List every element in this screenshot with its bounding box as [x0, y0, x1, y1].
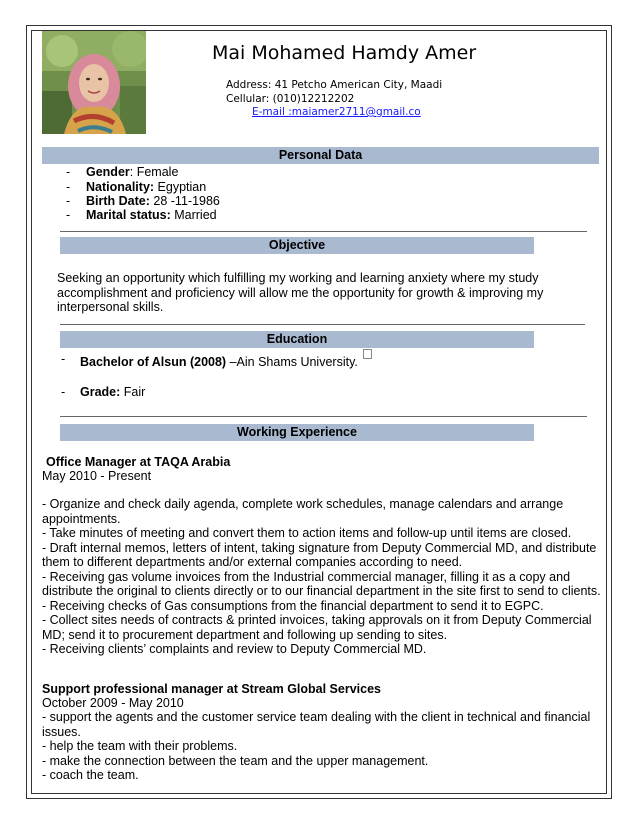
job-title: Support professional manager at Stream Global Services — [42, 682, 381, 696]
job-title: Office Manager at TAQA Arabia — [46, 455, 231, 469]
section-header-experience: Working Experience — [60, 424, 534, 441]
duty-item: - make the connection between the team and the upper management. — [42, 753, 429, 768]
personal-label: Gender — [86, 165, 130, 179]
bullet-dash: - — [66, 165, 71, 179]
duty-item: - Receiving clients’ complaints and review to Deputy Commercial MD. — [42, 642, 427, 656]
address-text: Address: 41 Petcho American City, Maadi — [226, 79, 443, 91]
job-period: May 2010 - Present — [42, 469, 152, 483]
job-duties — [42, 497, 602, 657]
degree-label: Bachelor of Alsun (2008) — [80, 355, 227, 369]
personal-label: Nationality: — [86, 180, 155, 194]
bullet-dash: - — [66, 194, 71, 208]
bullet-dash: - — [61, 352, 66, 366]
grade-label: Grade: — [80, 385, 121, 399]
degree-institution: –Ain Shams University. — [226, 355, 358, 369]
personal-value: Egyptian — [157, 180, 207, 194]
personal-value: Female — [136, 165, 179, 179]
section-header-personal: Personal Data — [42, 147, 599, 164]
profile-photo — [42, 31, 146, 134]
duty-item: - Take minutes of meeting and convert them to action items and follow-up until items are closed. — [42, 526, 572, 540]
bullet-dash: - — [61, 385, 66, 399]
duty-item: - Collect sites needs of contracts & printed invoices, taking approvals on it from Deputy Commercial MD; send it to procurement department and following up sending to sites. — [42, 613, 592, 642]
email-link[interactable]: E-mail :maiamer2711@gmail.co — [252, 106, 421, 118]
personal-value: 28 -11-1986 — [153, 194, 220, 208]
duty-item: - Receiving checks of Gas consumptions from the financial department to send it to EGPC. — [42, 598, 544, 613]
section-header-objective: Objective — [60, 237, 534, 254]
cellular-text: Cellular: (010)12212202 — [226, 93, 355, 105]
section-header-education: Education — [60, 331, 534, 348]
duty-item: - Organize and check daily agenda, complete work schedules, manage calendars and arrange appointments. — [42, 497, 564, 526]
page-border-inner — [31, 30, 607, 794]
divider — [60, 416, 587, 417]
objective-text: Seeking an opportunity which fulfilling my working and learning anxiety where my study accomplishment and proficiency will allow me the opportunity for growth & improving my interpersonal skills. — [57, 271, 544, 314]
bullet-dash: - — [66, 180, 71, 194]
job-duties — [42, 710, 602, 783]
job-period: October 2009 - May 2010 — [42, 696, 184, 710]
duty-item: - help the team with their problems. — [42, 739, 238, 753]
divider — [60, 324, 585, 325]
personal-value: Married — [174, 208, 217, 222]
personal-label: Birth Date: — [86, 194, 150, 208]
divider — [60, 231, 587, 232]
checkbox-glyph — [363, 349, 372, 359]
duty-item: - coach the team. — [42, 768, 139, 782]
personal-sep: : — [129, 165, 137, 179]
education-grade — [80, 385, 145, 399]
duty-item: - support the agents and the customer service team dealing with the client in technical and financial issues. — [42, 710, 591, 739]
duty-item: - Draft internal memos, letters of intent, taking signature from Deputy Commercial MD, and distribute them to different departments and/or external companies according to need. — [42, 540, 597, 569]
bullet-dash: - — [66, 208, 71, 222]
education-degree — [80, 355, 372, 369]
grade-value: Fair — [120, 385, 146, 399]
candidate-name: Mai Mohamed Hamdy Amer — [212, 42, 477, 64]
personal-label: Marital status: — [86, 208, 171, 222]
duty-item: - Receiving gas volume invoices from the Industrial commercial manager, filling it as a copy and distribute the original to clients directly or to our financial department in the site first to send to clients. — [42, 569, 601, 598]
